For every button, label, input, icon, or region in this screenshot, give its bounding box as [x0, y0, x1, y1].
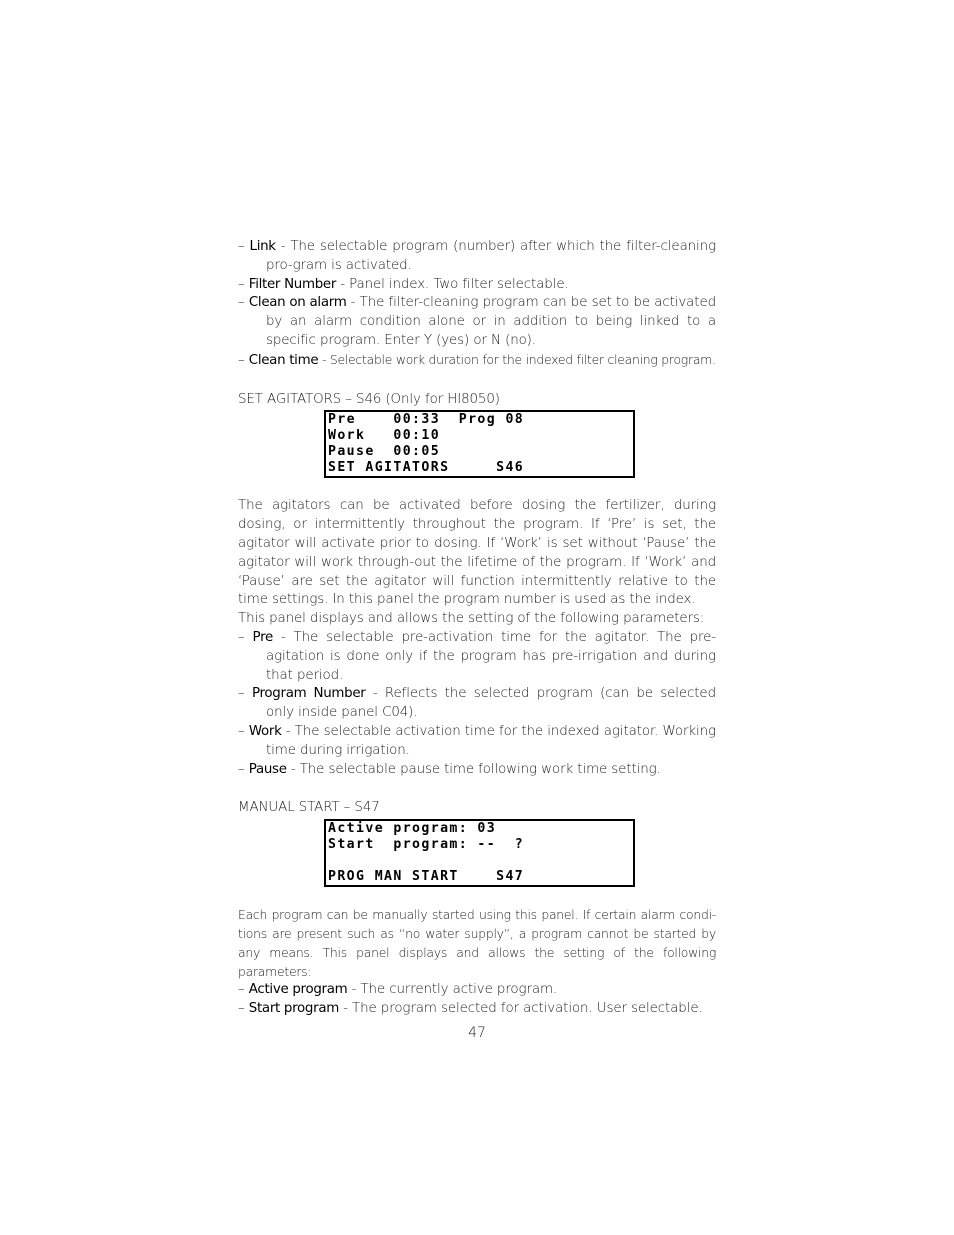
manual-start-description: Each program can be manually started using this panel. If certain alarm condi-tions are present such as “no water supply”, a program cannot be started by any means. This panel displays and allows the setting of the following parameters: [238, 907, 716, 979]
filter-parameter-list [238, 238, 716, 371]
list-item: – Link - The selectable program (number) after which the filter-cleaning pro-gram is activated. [238, 239, 716, 273]
manual-start-parameter-list [238, 981, 716, 1019]
agitator-parameter-list [238, 629, 716, 779]
term-clean-time: Clean time [248, 352, 319, 368]
item-text: - Reflects the selected program (can be selected only inside panel C04). [266, 686, 716, 721]
term-start-program: Start program [248, 1001, 339, 1017]
lcd-line: Work 00:10 [328, 428, 441, 444]
lcd-line: Start program: -- ? [328, 837, 525, 853]
item-text: - The currently active program. [347, 982, 558, 998]
lcd-line: SET AGITATORS S46 [328, 460, 525, 476]
term-pause: Pause [248, 761, 287, 777]
term-filter-number: Filter Number [248, 276, 337, 292]
list-item: – Filter Number - Panel index. Two filter selectable. [238, 276, 569, 292]
term-link: Link [249, 239, 276, 254]
page-content [238, 238, 716, 1019]
page-number: 47 [468, 1025, 486, 1041]
item-text: - The selectable pause time following work time setting. [286, 761, 661, 777]
term-work: Work [248, 723, 282, 739]
agitators-intro: This panel displays and allows the setting of the following parameters: [238, 611, 705, 627]
list-item: – Start program - The program selected for activation. User selectable. [238, 1001, 703, 1017]
agitators-description: The agitators can be activated before dosing the fertilizer, during dosing, or intermittently throughout the program. If ‘Pre’ is set, the agitator will activate prior to dosing. If ‘Work’ is set without ‘Pause’ the agitator will work through-out the lifetime of the program. If ‘Work’ and ‘Pause’ are set the agitator will function intermittently relative to the time settings. In this panel the program number is used as the index. [238, 498, 716, 608]
lcd-line: Pause 00:05 [328, 444, 441, 460]
lcd-line: PROG MAN START S47 [328, 869, 525, 885]
item-text: - Panel index. Two filter selectable. [336, 276, 569, 292]
list-item: – Clean on alarm - The filter-cleaning program can be set to be activated by an alarm condition alone or in addition to being linked to a specific program. Enter Y (yes) or N (no). [238, 295, 716, 348]
term-program-number: Program Number [251, 686, 366, 702]
list-item: – Program Number - Reflects the selected program (can be selected only inside panel C04). [238, 686, 716, 721]
term-pre: Pre [252, 629, 273, 645]
list-item: – Pause - The selectable pause time following work time setting. [238, 761, 661, 777]
term-active-program: Active program [248, 982, 348, 998]
item-text: - The filter-cleaning program can be set to be activated by an alarm condition alone or in addition to being linked to a specific program. Enter Y (yes) or N (no). [266, 295, 716, 348]
item-text: - The selectable activation time for the indexed agitator. Working time during irrigation. [266, 723, 716, 758]
lcd-panel-s47 [324, 819, 635, 887]
item-text: - Selectable work duration for the indexed filter cleaning program. [318, 351, 716, 367]
section-heading-agitators: SET AGITATORS – S46 (Only for HI8050) [238, 391, 500, 407]
list-item: – Active program - The currently active program. [238, 982, 558, 998]
list-item: – Work - The selectable activation time for the indexed agitator. Working time during irrigation. [238, 723, 716, 758]
item-text: - The selectable pre-activation time for the agitator. The pre-agitation is done only if the program has pre-irrigation and during that period. [266, 629, 716, 683]
term-clean-on-alarm: Clean on alarm [248, 295, 347, 311]
section-heading-manual-start: MANUAL START – S47 [238, 800, 380, 816]
lcd-line [328, 853, 632, 869]
item-text: - The selectable program (number) after which the filter-cleaning pro-gram is activated. [266, 239, 716, 273]
list-item: – Clean time - Selectable work duration for the indexed filter cleaning program. [238, 351, 716, 368]
lcd-line: Active program: 03 [328, 821, 497, 837]
lcd-panel-s46 [324, 410, 635, 478]
lcd-line: Pre 00:33 Prog 08 [328, 412, 525, 428]
item-text: - The program selected for activation. User selectable. [339, 1001, 703, 1017]
list-item: – Pre - The selectable pre-activation time for the agitator. The pre-agitation is done only if the program has pre-irrigation and during that period. [238, 629, 716, 683]
